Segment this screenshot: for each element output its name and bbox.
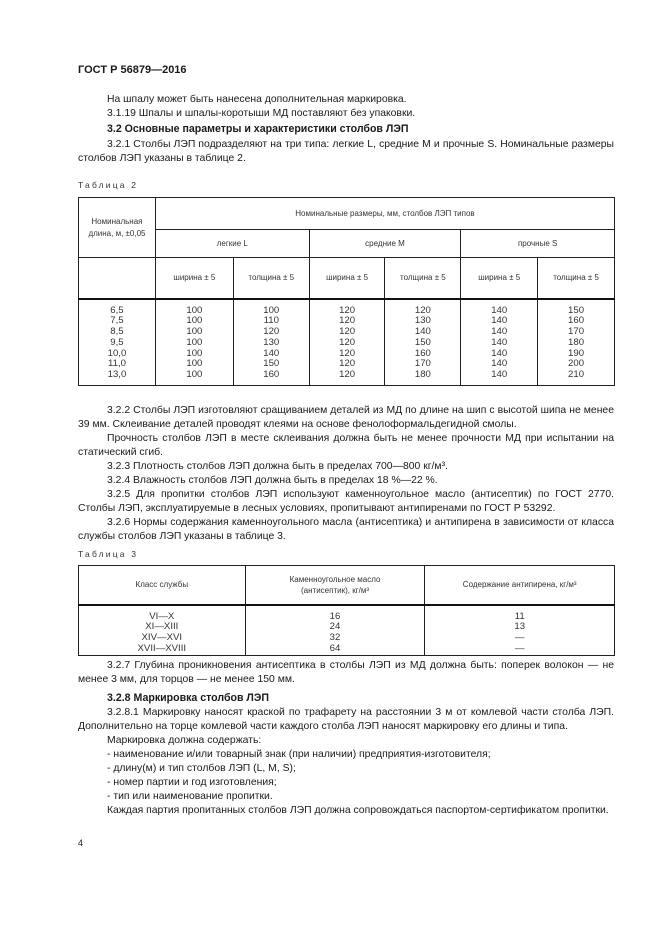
empty-cell (79, 258, 156, 299)
table-cell: 170 (568, 326, 585, 338)
table-cell: 13,0 (107, 369, 127, 381)
table-cell: 100 (186, 304, 203, 316)
header-cell: толщина ± 5 (538, 258, 615, 299)
section-heading: 3.2 Основные параметры и характеристики столбов ЛЭП (107, 123, 409, 135)
paragraph: 3.2.2 Столбы ЛЭП изготовляют сращиванием деталей из МД по длине на шип с высотой шипа не менее 39 мм. Склеивание деталей проводят клеями на основе фенолоформальдегидной смолы. (78, 405, 614, 430)
table-cell: 120 (339, 315, 356, 327)
table-2 (78, 197, 615, 386)
paragraph: 3.2.8.1 Маркировку наносят краской по трафарету на расстоянии 3 м от комлевой части столба ЛЭП. Дополнительно на торце комлевой части каждого столба ЛЭП наносят маркировку его длины и типа. (78, 707, 614, 732)
table-caption: Таблица 3 (78, 549, 139, 559)
table-cell: 120 (414, 304, 431, 316)
data-column (79, 299, 156, 386)
table-cell: 100 (186, 369, 203, 381)
table-cell: 120 (263, 326, 280, 338)
table-3 (78, 565, 615, 656)
table-cell: 32 (329, 632, 341, 644)
document-header: ГОСТ Р 56879—2016 (78, 64, 187, 76)
paragraph: На шпалу может быть нанесена дополнительная маркировка. (107, 94, 407, 105)
table-cell: XVII—XVIII (137, 642, 187, 654)
table-cell: 120 (339, 326, 356, 338)
header-cell: прочные S (461, 230, 615, 258)
header-cell: легкие L (155, 230, 309, 258)
paragraph: 3.2.4 Влажность столбов ЛЭП должна быть в пределах 18 %—22 %. (107, 475, 438, 486)
header-cell: Каменноугольное масло (антисептик), кг/м³ (245, 566, 425, 605)
table-cell: 100 (186, 315, 203, 327)
header-cell: Номинальная длина, м, ±0,05 (79, 198, 156, 258)
table-body (79, 605, 615, 656)
header-cell: Номинальные размеры, мм, столбов ЛЭП типов (155, 198, 614, 230)
paragraph: 3.2.3 Плотность столбов ЛЭП должна быть в пределах 700—800 кг/м³. (107, 461, 448, 472)
data-column (461, 299, 538, 386)
table-cell: 140 (491, 304, 508, 316)
data-column (155, 299, 233, 386)
table-body (79, 299, 615, 386)
table-cell: 100 (186, 336, 203, 348)
data-column (309, 299, 385, 386)
table-cell: 140 (491, 347, 508, 359)
paragraph: 3.2.1 Столбы ЛЭП подразделяют на три типа: легкие L, средние M и прочные S. Номинальные размеры столбов ЛЭП указаны в таблице 2. (78, 139, 614, 164)
data-column (233, 299, 309, 386)
table-cell: 110 (263, 315, 279, 327)
table-cell: 100 (186, 347, 203, 359)
table-cell: 7,5 (110, 315, 124, 327)
paragraph: 3.1.19 Шпалы и шпалы-коротыши МД поставляют без упаковки. (107, 108, 416, 119)
paragraph: 3.2.7 Глубина проникновения антисептика в столбы ЛЭП из МД должна быть: поперек волокон — не менее 3 мм, для торцов — не менее 150 мм. (78, 660, 614, 685)
table-cell: 100 (186, 358, 203, 370)
table-cell: 180 (568, 336, 585, 348)
table-cell: 140 (491, 336, 508, 348)
table-cell: 120 (339, 358, 356, 370)
table-cell: XIV—XVI (141, 632, 183, 644)
data-column (245, 605, 425, 656)
list-item: - тип или наименование пропитки. (107, 791, 273, 802)
header-cell: толщина ± 5 (233, 258, 309, 299)
table-cell: 120 (339, 304, 356, 316)
header-cell: средние M (309, 230, 461, 258)
section-327-328 (78, 659, 614, 818)
paragraph: Каждая партия пропитанных столбов ЛЭП должна сопровождаться паспортом-сертификатом пропитки. (107, 805, 609, 816)
table-cell: 160 (263, 369, 280, 381)
data-column (425, 605, 615, 656)
table-cell: 130 (414, 315, 431, 327)
header-cell: Содержание антипирена, кг/м³ (425, 566, 615, 605)
header-cell: ширина ± 5 (155, 258, 233, 299)
table-cell: 10,0 (107, 347, 127, 359)
header-cell: ширина ± 5 (461, 258, 538, 299)
marking-list (78, 748, 614, 804)
table-cell: — (514, 632, 525, 644)
data-column (385, 299, 461, 386)
table-cell: 13 (514, 621, 526, 633)
table-cell: 140 (491, 369, 508, 381)
table-cell: 120 (339, 336, 356, 348)
header-cell: Класс службы (79, 566, 246, 605)
table-cell: 170 (414, 358, 431, 370)
table-cell: 150 (263, 358, 280, 370)
table-caption: Таблица 2 (78, 180, 139, 190)
table-cell: 11 (514, 610, 525, 622)
section-heading: 3.2.8 Маркировка столбов ЛЭП (107, 692, 270, 704)
table-cell: 190 (568, 347, 585, 359)
table-cell: 11,0 (107, 358, 126, 370)
table-cell: 200 (568, 358, 585, 370)
table-cell: 150 (414, 336, 431, 348)
paragraph: 3.2.6 Нормы содержания каменноугольного масла (антисептика) и антипирена в зависимости от класса службы столбов ЛЭП указаны в таблице 3. (78, 517, 614, 542)
page-number: 4 (78, 838, 84, 848)
table-cell: 160 (568, 315, 585, 327)
table-cell: 180 (414, 369, 431, 381)
list-item: - номер партии и год изготовления; (107, 777, 277, 788)
table-cell: 210 (568, 369, 585, 381)
table-cell: 140 (263, 347, 280, 359)
table-cell: 140 (491, 315, 508, 327)
table-cell: 16 (329, 610, 341, 622)
table-cell: 130 (263, 336, 280, 348)
header-cell: толщина ± 5 (385, 258, 461, 299)
table-cell: 100 (186, 326, 203, 338)
table-cell: 150 (568, 304, 585, 316)
paragraph: 3.2.5 Для пропитки столбов ЛЭП используют каменноугольное масло (антисептик) по ГОСТ 2770. Столбы ЛЭП, эксплуатируемые в лесных условиях, пропитывают антипиренами по ГОСТ Р 53292. (78, 489, 614, 514)
paragraph: Маркировка должна содержать: (107, 735, 262, 746)
table-cell: XI—XIII (145, 621, 179, 633)
table-cell: 64 (329, 642, 341, 654)
header-cell: ширина ± 5 (309, 258, 385, 299)
list-item: - длину(м) и тип столбов ЛЭП (L, M, S); (107, 763, 296, 774)
table-cell: 6,5 (110, 304, 124, 316)
data-column (538, 299, 615, 386)
table-cell: 24 (329, 621, 341, 633)
table-cell: 160 (414, 347, 431, 359)
table-cell: 140 (491, 358, 508, 370)
table-cell: 8,5 (110, 326, 124, 338)
table-cell: 120 (339, 369, 356, 381)
table-cell: VI—X (149, 610, 175, 622)
paragraph: Прочность столбов ЛЭП в месте склеивания должна быть не менее прочности МД при испытании на статический сгиб. (78, 433, 614, 458)
section-322-326 (78, 404, 614, 544)
data-column (79, 605, 246, 656)
intro-section (78, 93, 614, 166)
table-cell: 140 (491, 326, 508, 338)
table-cell: 9,5 (110, 336, 124, 348)
table-cell: 140 (414, 326, 431, 338)
list-item: - наименование и/или товарный знак (при наличии) предприятия-изготовителя; (107, 749, 491, 760)
table-cell: 120 (339, 347, 356, 359)
table-cell: — (514, 642, 525, 654)
table-cell: 100 (263, 304, 280, 316)
